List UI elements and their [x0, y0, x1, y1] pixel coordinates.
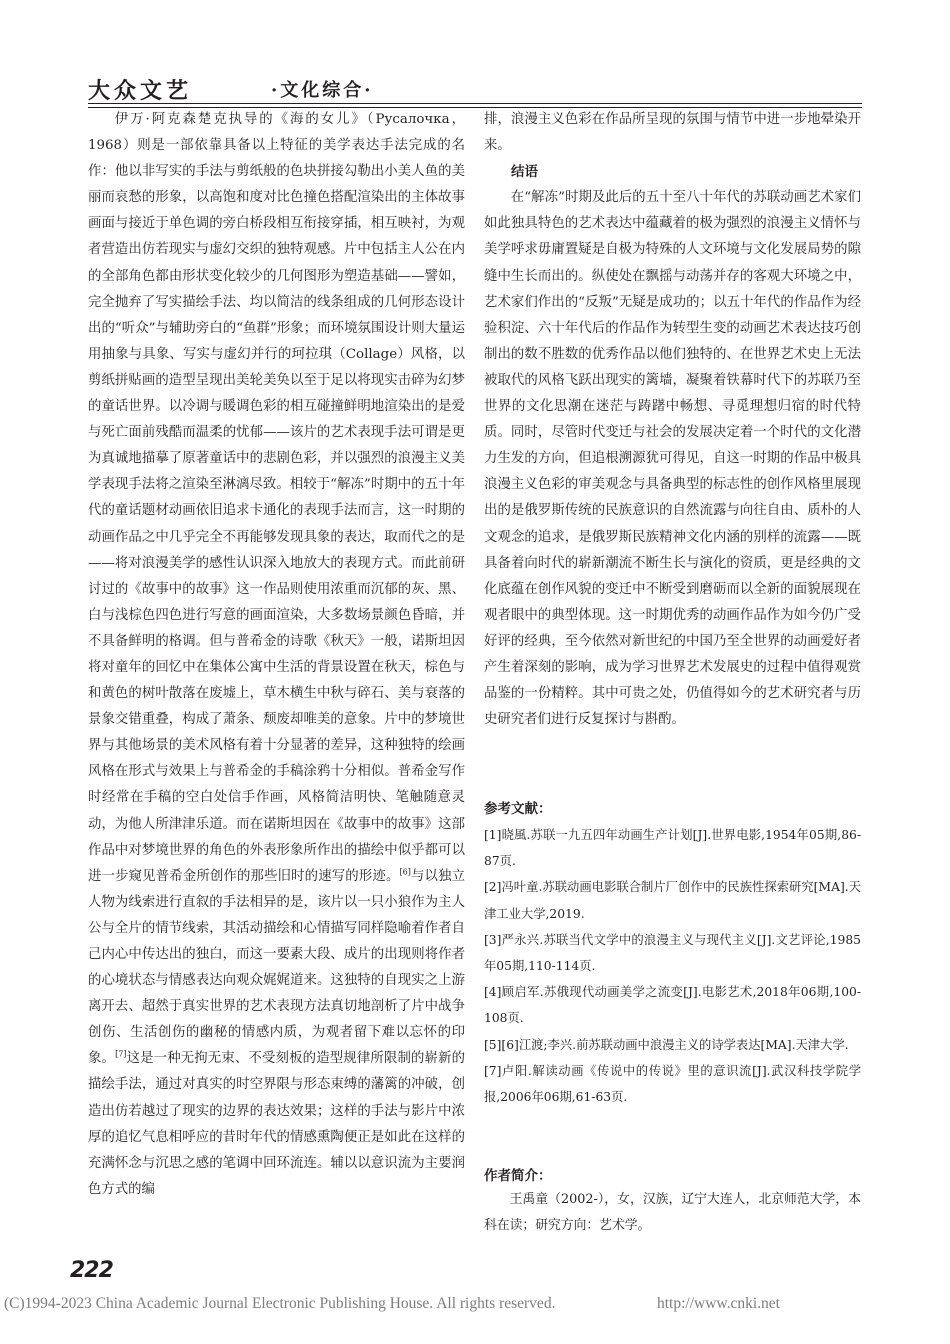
reference-item: [5][6]江渡;李兴.前苏联动画中浪漫主义的诗学表达[MA].天津大学. — [484, 1037, 849, 1052]
section-name: ·文化综合· — [271, 80, 374, 101]
cnki-link[interactable]: http://www.cnki.net — [657, 1295, 780, 1312]
reference-item: [1]晓風.苏联一九五四年动画生产计划[J].世界电影,1954年05期,86-87页. — [484, 828, 861, 869]
conclusion-heading: 结语 — [511, 164, 538, 181]
author-title: 作者简介： — [484, 1168, 552, 1184]
references-title: 参考文献： — [484, 801, 552, 817]
reference-item: [4]顾启军.苏俄现代动画美学之流变[J].电影艺术,2018年06期,100-108页. — [484, 985, 861, 1026]
reference-item: [2]冯叶童.苏联动画电影联合制片厂创作中的民族性探索研究[MA].天津工业大学,2019. — [484, 880, 861, 921]
header-rule-thick — [88, 103, 862, 104]
left-column — [88, 107, 465, 1257]
journal-name: 大众文艺 — [88, 78, 193, 104]
paragraph-text: 这是一种无拘无束、不受刻板的造型规律所限制的崭新的描绘手法，通过对真实的时空界限与形态束缚的藩篱的冲破，创造出仿若越过了现实的边界的表达效果；这样的手法与影片中浓厚的追忆气息相呼应的昔时年代的情感熏陶便正是如此在这样的充满怀念与沉思之感的笔调中回环流连。辅以以意识流为主要润色方式的编 — [88, 1051, 466, 1197]
copyright-notice: (C)1994-2023 China Academic Journal Electronic Publishing House. All rights reserved. — [4, 1295, 556, 1312]
footer — [4, 1295, 944, 1313]
references-list — [484, 822, 861, 1110]
reference-item: [3]严永兴.苏联当代文学中的浪漫主义与现代主义[J].文艺评论,1985年05期,110-114页. — [484, 932, 861, 974]
page-number: 222 — [70, 1258, 113, 1283]
conclusion-text: 在“解冻”时期及此后的五十至八十年代的苏联动画艺术家们如此独具特色的艺术表达中蕴藏着的极为强烈的浪漫主义情怀与美学呼求毋庸置疑是自极为特殊的人文环境与文化发展局势的隙缝中生长而出的。纵使处在飘摇与动荡并存的客观大环境之中，艺术家们作出的“反叛”无疑是成功的；以五十年代的作品作为经验积淀、六十年代后的作品作为转型生变的动画艺术表达技巧创制出的数不胜数的优秀作品以他们独特的、在世界艺术史上无法被取代的风格飞跃出现实的篱墙，凝聚着铁幕时代下的苏联乃至世界的文化思潮在迷茫与踌躇中畅想、寻觅理想归宿的时代特质。同时，尽管时代变迁与社会的发展决定着一个时代的文化潜力生发的方向，但追根溯源犹可得见，自这一时期的作品中极具浪漫主义色彩的审美观念与具备典型的标志性的创作风格里展现出的是俄罗斯传统的民族意识的自然流露与向往自由、质朴的人文观念的追求，是俄罗斯民族精神文化内涵的别样的流露——既具备着向时代的崭新潮流不断生长与演化的资质，更是经典的文化底蕴在创作风貌的变迁中不断受到磨砺而以全新的面貌展现在观者眼中的典型体现。这一时期优秀的动画作品作为如今仍广受好评的经典，至今依然对新世纪的中国乃至全世界的动画爱好者产生着深刻的影响，成为学习世界艺术发展史的过程中值得观赏品鉴的一份精粹。其中可贵之处，仍值得如今的艺术研究者与历史研究者们进行反复探讨与斟酌。 — [484, 190, 861, 728]
paragraph-text: 与以独立人物为线索进行直叙的手法相异的是，该片以一只小狼作为主人公与全片的情节线索，其活动描绘和心情描写同样隐喻着作者自己内心中传达出的独白，而这一要素大段、成片的出现则将作者的心境状态与情感表达向观众娓娓道来。这独特的自现实之上游离开去、超然于真实世界的艺术表现方法真切地剖析了片中战争创伤、生活创伤的幽秘的情感内质，为观者留下难以忘怀的印象。 — [88, 868, 465, 1067]
reference-item: [7]卢阳.解读动画《传说中的传说》里的意识流[J].武汉科技学院学报,2006年06期,61-63页. — [484, 1063, 861, 1105]
body-paragraph — [88, 107, 465, 1203]
citation-marker: [7] — [115, 1049, 127, 1059]
paragraph-text: 伊万·阿克森楚克执导的《海的女儿》（Русалочка，1968）则是一部依靠具备以上特征的美学表达手法完成的名作：他以非写实的手法与剪纸般的色块拼接勾勒出小美人鱼的美丽而哀愁的形象，以高饱和度对比色撞色搭配渲染出的主体故事画面与接近于单色调的旁白桥段相互衔接穿插，相互映衬，为观者营造出仿若现实与虚幻交织的独特观感。片中包括主人公在内的全部角色都由形状变化较少的几何图形为塑造基础——譬如，完全抛弃了写实描绘手法、均以简洁的线条组成的几何形态设计出的“听众”与辅助旁白的“鱼群”形象；而环境氛围设计则大量运用抽象与具象、写实与虚幻并行的珂拉琪（Collage）风格，以剪纸拼贴画的造型呈现出美轮美奂以至于足以将现实击碎为幻梦的童话世界。以冷调与暖调色彩的相互碰撞鲜明地渲染出的是爱与死亡面前残酷而温柔的忧郁——该片的艺术表现手法可谓是更为真诚地描摹了原著童话中的悲剧色彩，并以强烈的浪漫主义美学表现手法将之渲染至淋漓尽致。相较于“解冻”时期中的五十年代的童话题材动画依旧追求卡通化的表现手法而言，这一时期的动画作品之中几乎完全不再能够发现具象的表达，取而代之的是——将对浪漫美学的感性认识深入地放大的表现方式。而此前研讨过的《故事中的故事》这一作品则使用浓重而沉郁的灰、黑、白与浅棕色四色进行写意的画面渲染，大多数场景颜色昏暗，并不具备鲜明的格调。但与普希金的诗歌《秋天》一般，诺斯坦因将对童年的回忆中在集体公寓中生活的背景设置在秋天，棕色与和黄色的树叶散落在废墟上，草木横生中秋与碎石、美与衰落的景象交错重叠，构成了萧条、颓废却唯美的意象。片中的梦境世界与其他场景的美术风格有着十分显著的差异，这种独特的绘画风格在形式与效果上与普希金的手稿涂鸦十分相似。普希金写作时经常在手稿的空白处信手作画，风格简洁明快、笔触随意灵动，为他人所津津乐道。而在诺斯坦因在《故事中的故事》这部作品中对梦境世界的角色的外表形象所作出的描绘中似乎都可以进一步窥见普希金所创作的那些旧时的速写的形迹。 — [88, 112, 465, 884]
continuation-text: 排，浪漫主义色彩在作品所呈现的氛围与情节中进一步地晕染开来。 — [484, 112, 861, 154]
citation-marker: [6] — [399, 867, 411, 877]
author-bio: 王禹童（2002-），女，汉族，辽宁大连人，北京师范大学，本科在读；研究方向：艺术学。 — [484, 1192, 861, 1233]
